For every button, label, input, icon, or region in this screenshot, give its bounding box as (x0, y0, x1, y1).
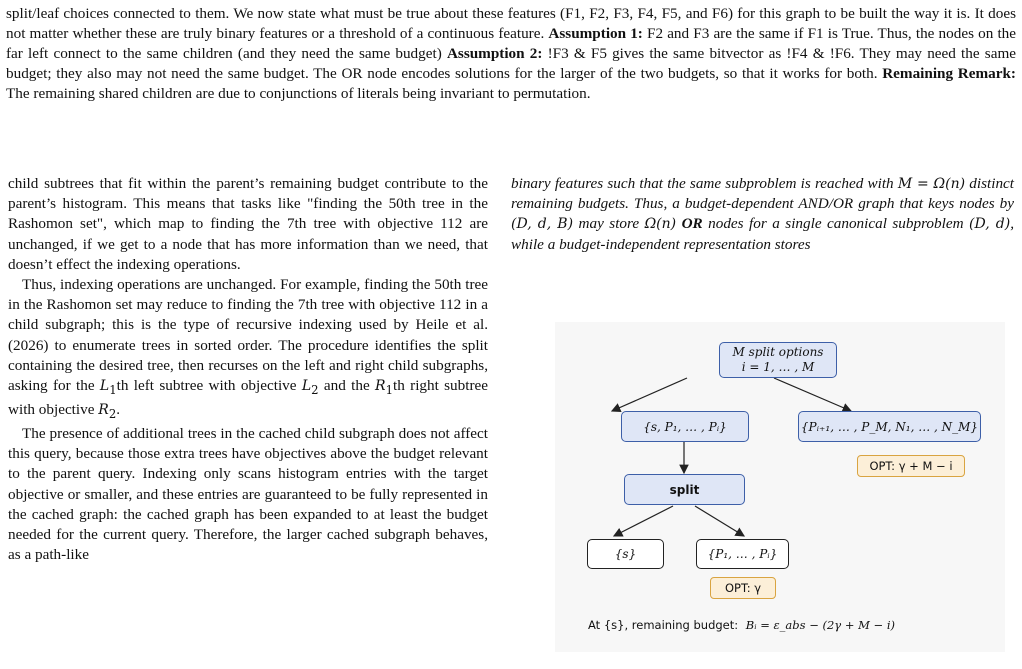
left-child-node (621, 411, 749, 442)
caption-line: split/leaf choices connected to them. We now state what must be true about these features (F1, F2, F3, F4, F5, and F6) for this graph to be built the way it is. It does not matter whether these are truly binary features or a threshold of a continuous feature. (6, 5, 1016, 42)
math-m-omega: M = Ω(n) (897, 176, 966, 192)
assumption-1-text: F2 and F3 are the same if F1 is True. Thus, the nodes on the far left connect to the same children (and they need the same budget) (6, 25, 1017, 62)
left-paragraph-1: child subtrees that fit within the parent’s remaining budget contribute to the parent’s histogram. This means that tasks like "finding the 50th tree in the Rashomon set", which map to finding the 7th tree with objective 112 are unchanged, if we get to a node that has more information than we need, that doesn’t effect the indexing operations. (8, 175, 488, 273)
budget-note (588, 618, 895, 632)
math-L2-base: L (301, 378, 312, 395)
math-L2 (301, 378, 319, 397)
split-diagram-figure (555, 322, 1005, 652)
left-paragraph-2 (8, 275, 488, 424)
right-text-or: OR (676, 215, 703, 233)
assumption-2-text: !F3 & F5 gives the same bitvector as !F4 & !F6. They may need the same budget; they also may not need the same budget. The OR node encodes solutions for the larger of the two budgets, so that it works for both. (6, 45, 1016, 82)
math-R2-base: R (98, 402, 109, 419)
right-text-2: distinct remaining budgets. Thus, a budget-dependent AND/OR graph that keys nodes by (511, 175, 1015, 213)
right-child-node (798, 411, 981, 442)
left-child-label: {s, P₁, … , Pᵢ} (643, 419, 727, 434)
right-text-5: nodes for a single canonical subproblem (702, 215, 970, 233)
budget-note-prefix: At {s}, remaining budget: (588, 618, 739, 632)
leaf-opt-label: OPT: γ (724, 581, 762, 595)
math-R1 (375, 378, 393, 397)
right-opt-label: OPT: γ + M − i (869, 459, 953, 473)
leaf-p-node (696, 539, 789, 569)
math-L1 (99, 378, 117, 397)
figure-caption (6, 4, 1016, 104)
split-label: split (669, 482, 700, 497)
leaf-p-label: {P₁, … , Pᵢ} (707, 547, 778, 561)
math-ddb: (D, d, B) (511, 216, 574, 233)
math-omega-n: Ω(n) (644, 216, 677, 233)
edge-root-right (774, 378, 851, 411)
right-child-label: {Pᵢ₊₁, … , P_M, N₁, … , N_M} (800, 419, 979, 434)
math-R1-sub: 1 (385, 382, 393, 397)
right-text-6: , while a budget-independent representation stores (511, 215, 1014, 253)
root-node (719, 342, 837, 378)
leaf-opt-badge (710, 577, 776, 599)
math-L1-sub: 1 (109, 382, 117, 397)
right-text-3: may store (573, 215, 645, 233)
math-R2 (98, 402, 117, 421)
leaf-s-node (587, 539, 664, 569)
leaf-s-label: {s} (614, 547, 637, 561)
math-L1-base: L (99, 378, 110, 395)
budget-note-formula: Bᵢ = ε_abs − (2γ + M − i) (745, 618, 896, 632)
p2-text-d: th right subtree with objective (8, 377, 489, 419)
math-L2-sub: 2 (311, 382, 319, 397)
root-node-title: M split options (732, 345, 824, 359)
assumption-1-label: Assumption 1: (548, 25, 643, 42)
right-text-1: binary features such that the same subproblem is reached with (511, 175, 898, 192)
root-node-range: i = 1, … , M (741, 360, 815, 374)
math-R1-base: R (375, 378, 386, 395)
split-node (624, 474, 745, 505)
math-R2-sub: 2 (108, 406, 117, 421)
math-dd: (D, d) (969, 216, 1011, 233)
edge-root-left (612, 378, 687, 411)
p2-text-c: and the (318, 377, 376, 395)
left-column (8, 174, 488, 565)
edge-split-p (695, 506, 744, 536)
right-paragraph (511, 174, 1014, 255)
left-paragraph-3: The presence of additional trees in the cached child subgraph does not affect this query, because those extra trees have objectives above the budget relevant to the parent query. Indexing only scans histogram entries with the target objective or smaller, and these entries are guaranteed to be fully represented in the cached graph: the cached graph has been expanded to at least the budget needed for the current query. Therefore, the larger cached subgraph behaves, as a path-like (8, 425, 488, 564)
p2-text-b: th left subtree with objective (116, 377, 302, 395)
right-column (511, 174, 1014, 255)
edge-split-s (614, 506, 673, 536)
right-opt-badge (857, 455, 965, 477)
remaining-remark-label: Remaining Remark: (882, 65, 1016, 82)
assumption-2-label: Assumption 2: (446, 45, 543, 62)
p2-text-a: Thus, indexing operations are unchanged. For example, finding the 50th tree in the Rashomon set may reduce to finding the 7th tree with objective 112 in a child subgraph; this is the type of recursive indexing used by Heile et al. (2026) to enumerate trees in sorted order. The procedure identifies the split containing the desired tree, then recurses on the left and right child subgraphs, asking for the (8, 276, 488, 395)
remaining-remark-text: The remaining shared children are due to conjunctions of literals being invariant to permutation. (6, 85, 591, 102)
p2-text-e: . (116, 401, 121, 419)
